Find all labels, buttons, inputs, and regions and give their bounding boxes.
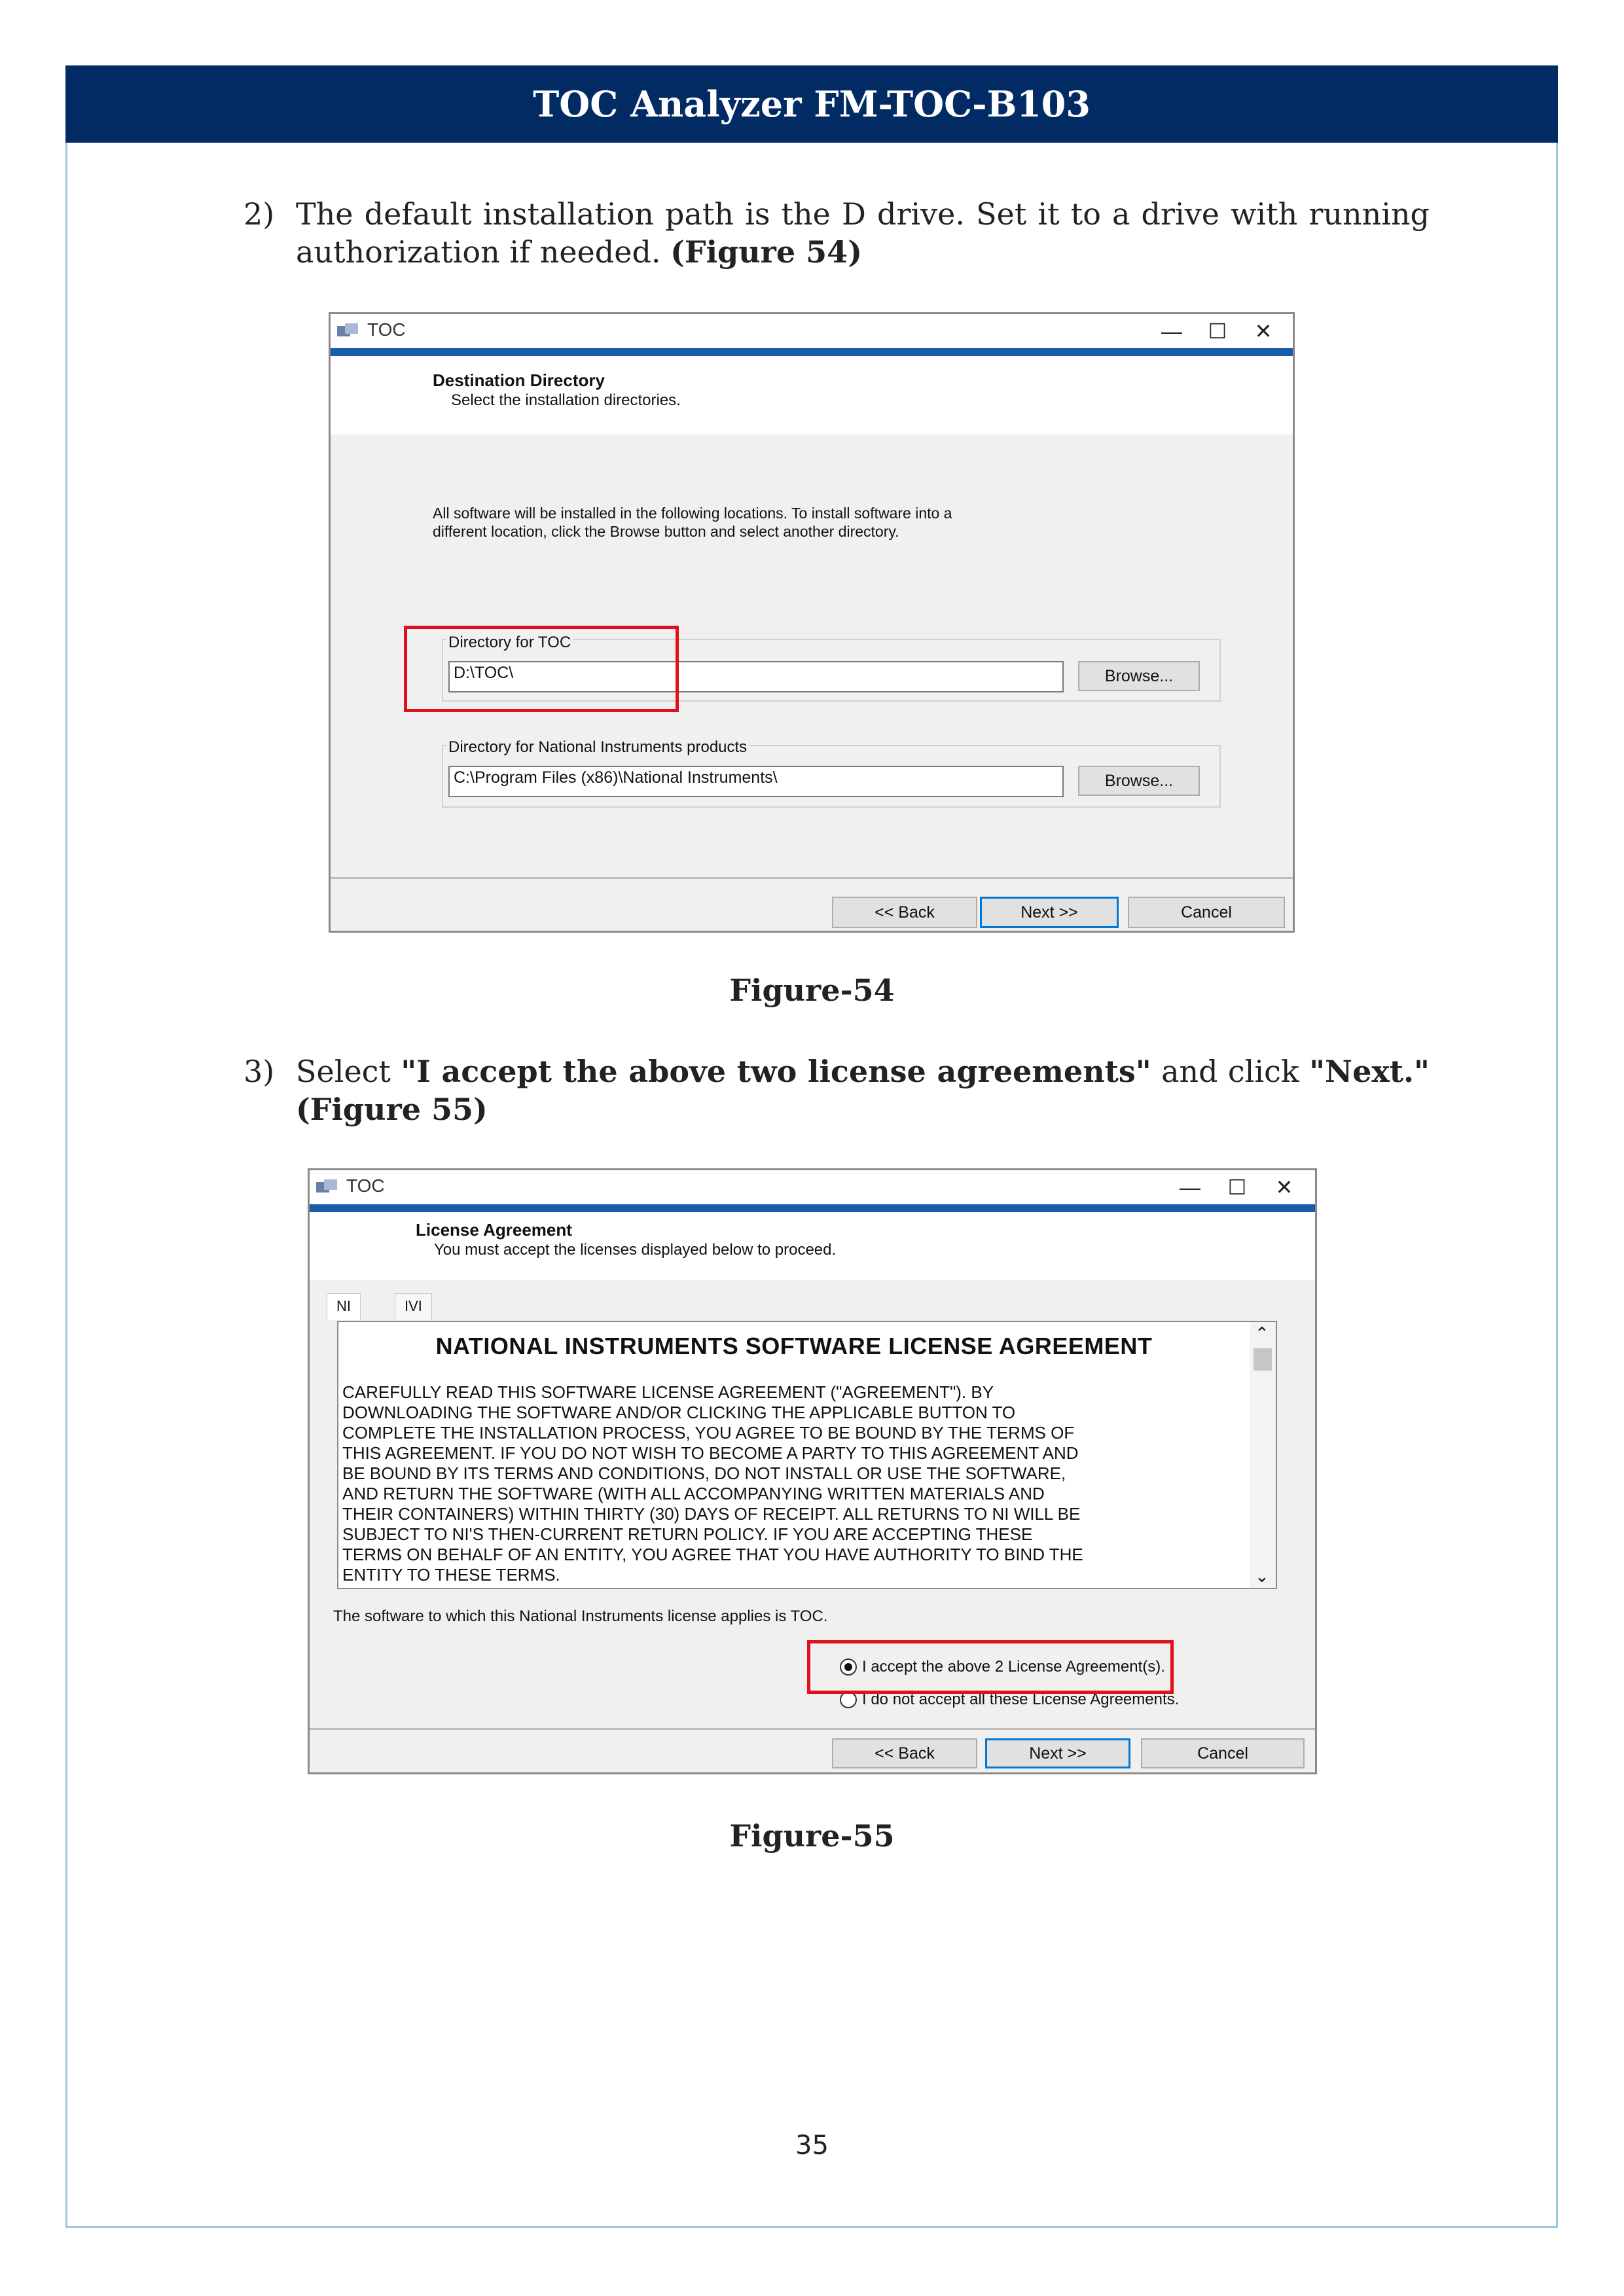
highlight-box	[807, 1640, 1174, 1694]
toc-directory-label: Directory for TOC	[446, 634, 573, 652]
toc-directory-input[interactable]: D:\TOC\	[448, 661, 1064, 692]
step-text	[296, 195, 1430, 271]
dialog-header	[310, 1212, 1315, 1280]
maximize-icon[interactable]: ☐	[1227, 1175, 1247, 1199]
step-text-plain: Select	[296, 1054, 401, 1089]
step-text-bold: "I accept the above two license agreements"	[401, 1054, 1151, 1089]
close-icon[interactable]: ✕	[1254, 319, 1272, 343]
tab-ivi[interactable]: IVI	[395, 1293, 432, 1320]
intro-line: different location, click the Browse button and select another directory.	[433, 523, 899, 540]
minimize-icon[interactable]: —	[1180, 1175, 1200, 1199]
decline-label: I do not accept all these License Agreements.	[862, 1691, 1180, 1708]
step-text-bold: "Next." (Figure 55)	[296, 1054, 1430, 1127]
step-3	[244, 1052, 1430, 1131]
app-icon	[316, 1179, 337, 1195]
intro-text	[433, 504, 952, 541]
license-title: NATIONAL INSTRUMENTS SOFTWARE LICENSE AGREEMENT	[435, 1333, 1153, 1359]
ni-directory-label: Directory for National Instruments products	[446, 738, 749, 757]
license-line: TERMS ON BEHALF OF AN ENTITY, YOU AGREE THAT YOU HAVE AUTHORITY TO BIND THE	[342, 1545, 1083, 1564]
app-icon	[337, 323, 358, 339]
document-header	[65, 65, 1558, 143]
license-line: SUBJECT TO NI'S THEN-CURRENT RETURN POLICY. IF YOU ARE ACCEPTING THESE	[342, 1524, 1033, 1544]
ni-directory-input[interactable]: C:\Program Files (x86)\National Instruments\	[448, 766, 1064, 797]
license-agreement-dialog	[308, 1168, 1317, 1774]
license-body	[342, 1382, 1244, 1585]
step-number: 3)	[244, 1054, 275, 1089]
footer-separator	[331, 877, 1293, 879]
destination-directory-dialog	[329, 312, 1295, 933]
scroll-thumb[interactable]	[1254, 1348, 1272, 1371]
step-text-plain: and click	[1151, 1054, 1310, 1089]
document-title: TOC Analyzer FM-TOC-B103	[533, 83, 1091, 125]
license-line: AND RETURN THE SOFTWARE (WITH ALL ACCOMPANYING WRITTEN MATERIALS AND	[342, 1484, 1045, 1503]
intro-line: All software will be installed in the following locations. To install software into a	[433, 505, 952, 522]
header-title: Destination Directory	[433, 370, 605, 390]
cancel-button[interactable]: Cancel	[1141, 1738, 1305, 1768]
scroll-down-icon[interactable]: ⌄	[1255, 1566, 1269, 1586]
license-scrollbar[interactable]	[1250, 1322, 1276, 1588]
browse-ni-button[interactable]: Browse...	[1078, 766, 1200, 796]
title-accent-bar	[331, 348, 1293, 356]
highlight-box	[404, 626, 679, 712]
title-accent-bar	[310, 1204, 1315, 1212]
step-text	[296, 1052, 1430, 1128]
next-button[interactable]: Next >>	[980, 897, 1119, 928]
applies-text: The software to which this National Instruments license applies is TOC.	[333, 1607, 828, 1625]
license-line: COMPLETE THE INSTALLATION PROCESS, YOU AGREE TO BE BOUND BY THE TERMS OF	[342, 1423, 1075, 1443]
license-tabs	[327, 1293, 523, 1319]
window-title: TOC	[367, 319, 406, 340]
dialog-header	[331, 356, 1293, 435]
close-icon[interactable]: ✕	[1275, 1175, 1293, 1199]
maximize-icon[interactable]: ☐	[1208, 319, 1227, 343]
back-button[interactable]: << Back	[832, 897, 977, 928]
browse-toc-button[interactable]: Browse...	[1078, 661, 1200, 691]
tab-ni[interactable]: NI	[327, 1293, 361, 1320]
accept-label: I accept the above 2 License Agreement(s).	[862, 1658, 1165, 1676]
footer-separator	[310, 1728, 1315, 1730]
header-subtitle: Select the installation directories.	[451, 391, 681, 409]
step-text-plain: The default installation path is the D drive. Set it to a drive with running authorization if needed.	[296, 196, 1430, 270]
title-bar	[331, 314, 1293, 348]
title-bar	[310, 1170, 1315, 1204]
next-button[interactable]: Next >>	[985, 1738, 1130, 1768]
scroll-up-icon[interactable]: ⌃	[1255, 1323, 1269, 1343]
license-line: THEIR CONTAINERS) WITHIN THIRTY (30) DAYS OF RECEIPT. ALL RETURNS TO NI WILL BE	[342, 1504, 1081, 1524]
step-2	[244, 195, 1430, 274]
cancel-button[interactable]: Cancel	[1128, 897, 1285, 928]
license-line: DOWNLOADING THE SOFTWARE AND/OR CLICKING THE APPLICABLE BUTTON TO	[342, 1403, 1016, 1422]
license-line: BE BOUND BY ITS TERMS AND CONDITIONS, DO NOT INSTALL OR USE THE SOFTWARE,	[342, 1463, 1066, 1483]
license-line: ENTITY TO THESE TERMS.	[342, 1565, 560, 1585]
header-subtitle: You must accept the licenses displayed below to proceed.	[434, 1241, 837, 1259]
step-text-bold: (Figure 54)	[670, 234, 862, 270]
back-button[interactable]: << Back	[832, 1738, 977, 1768]
page-number: 35	[795, 2130, 829, 2161]
header-title: License Agreement	[416, 1220, 572, 1240]
license-line: CAREFULLY READ THIS SOFTWARE LICENSE AGREEMENT ("AGREEMENT"). BY	[342, 1382, 994, 1402]
figure-54-caption: Figure-54	[729, 973, 895, 1008]
license-line: THIS AGREEMENT. IF YOU DO NOT WISH TO BECOME A PARTY TO THIS AGREEMENT AND	[342, 1443, 1079, 1463]
window-title: TOC	[346, 1175, 385, 1196]
step-number: 2)	[244, 196, 275, 232]
license-text-box[interactable]	[337, 1321, 1277, 1589]
minimize-icon[interactable]: —	[1161, 319, 1182, 343]
figure-55-caption: Figure-55	[729, 1818, 895, 1854]
